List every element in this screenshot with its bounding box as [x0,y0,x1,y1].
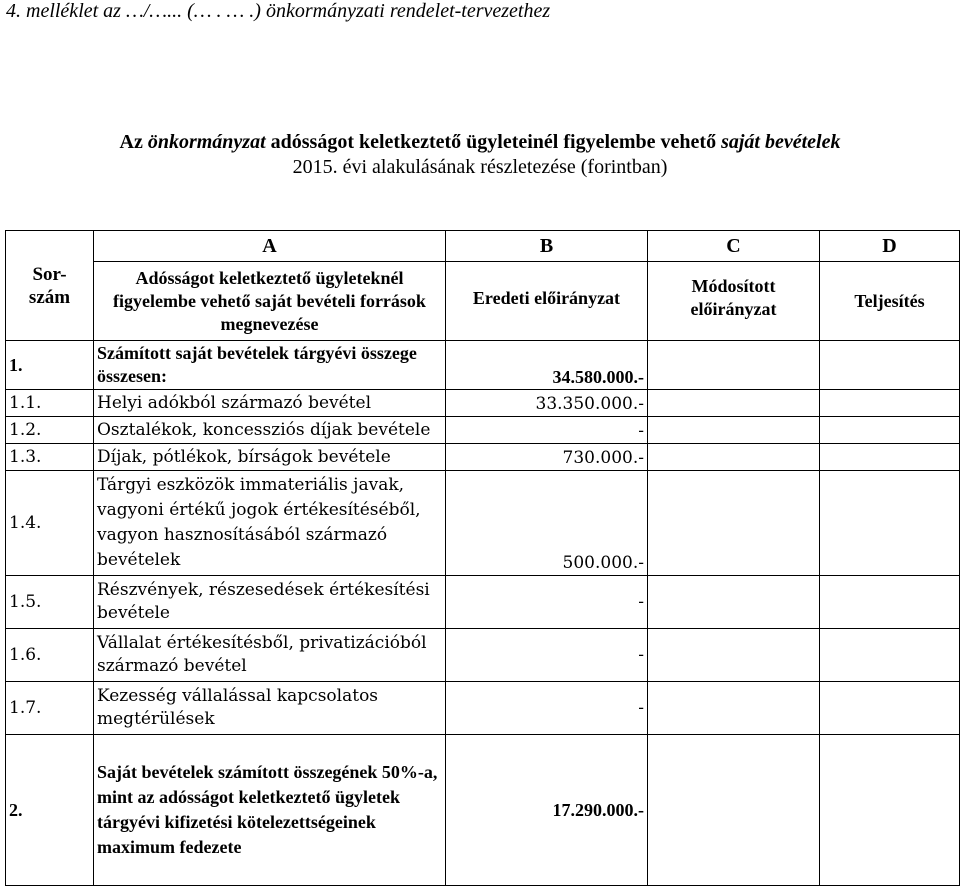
header-sorszam [6,231,94,341]
title-line-1 [0,130,960,155]
title-line-2: 2015. évi alakulásának részletezése (forintban) [292,156,668,178]
title-text: Az [119,131,148,153]
row-label: Vállalat értékesítésből, privatizációból származó bevétel [94,629,446,682]
row-eredeti: - [446,417,648,444]
header-eredeti: Eredeti előirányzat [446,262,648,341]
title-emphasis: önkormányzat [147,131,266,153]
row-label: Kezesség vállalással kapcsolatos megtérülések [94,682,446,735]
column-letter-b: B [446,231,648,262]
table-row [6,576,960,629]
row-eredeti: 34.580.000.- [446,341,648,390]
row-number: 1.1. [6,390,94,417]
row-teljesites [820,444,960,471]
column-header-row [6,262,960,341]
row-modositott [648,735,820,886]
row-modositott [648,629,820,682]
title-text: adósságot keletkeztető ügyleteinél figyelembe vehető [265,131,722,153]
header-teljesites: Teljesítés [820,262,960,341]
row-teljesites [820,341,960,390]
row-label: Tárgyi eszközök immateriális javak, vagyoni értékű jogok értékesítéséből, vagyon hasznosításából származó bevételek [94,471,446,576]
row-eredeti: 33.350.000.- [446,390,648,417]
column-letter-a: A [94,231,446,262]
row-teljesites [820,390,960,417]
table-row [6,390,960,417]
row-number: 2. [6,735,94,886]
row-eredeti: 730.000.- [446,444,648,471]
table-row [6,444,960,471]
table-row [6,682,960,735]
row-modositott [648,417,820,444]
row-modositott [648,576,820,629]
row-eredeti: - [446,629,648,682]
row-label: Saját bevételek számított összegének 50%-a, mint az adósságot keletkeztető ügyletek tárgyévi kifizetési kötelezettségeinek maximum fedezete [94,735,446,886]
document-title [0,130,960,180]
header-sorszam-text: Sor- szám [28,264,71,308]
title-emphasis: saját bevételek [721,131,841,153]
header-modositott: Módosított előirányzat [648,262,820,341]
row-teljesites [820,629,960,682]
row-number: 1.3. [6,444,94,471]
column-letter-c: C [648,231,820,262]
column-letter-d: D [820,231,960,262]
row-teljesites [820,735,960,886]
row-teljesites [820,417,960,444]
row-label: Helyi adókból származó bevétel [94,390,446,417]
row-number: 1.7. [6,682,94,735]
row-modositott [648,390,820,417]
header-description: Adósságot keletkeztető ügyleteknél figyelembe vehető saját bevételi források megnevezése [94,262,446,341]
table-row [6,629,960,682]
table-row [6,417,960,444]
row-modositott [648,444,820,471]
row-number: 1.5. [6,576,94,629]
row-modositott [648,682,820,735]
own-revenue-table [5,230,960,886]
table-row [6,341,960,390]
row-eredeti: 17.290.000.- [446,735,648,886]
row-eredeti: - [446,682,648,735]
row-label: Számított saját bevételek tárgyévi összege összesen: [94,341,446,390]
table-row [6,735,960,886]
table-row [6,471,960,576]
row-number: 1.4. [6,471,94,576]
row-label: Osztalékok, koncessziós díjak bevétele [94,417,446,444]
row-number: 1.2. [6,417,94,444]
row-number: 1. [6,341,94,390]
annex-header-note: 4. melléklet az …/…... (… . … .) önkormányzati rendelet-tervezethez [6,0,551,22]
row-teljesites [820,471,960,576]
column-letter-row [6,231,960,262]
row-modositott [648,471,820,576]
row-eredeti: 500.000.- [446,471,648,576]
row-number: 1.6. [6,629,94,682]
row-label: Részvények, részesedések értékesítési bevétele [94,576,446,629]
row-modositott [648,341,820,390]
row-teljesites [820,576,960,629]
row-eredeti: - [446,576,648,629]
row-label: Díjak, pótlékok, bírságok bevétele [94,444,446,471]
row-teljesites [820,682,960,735]
